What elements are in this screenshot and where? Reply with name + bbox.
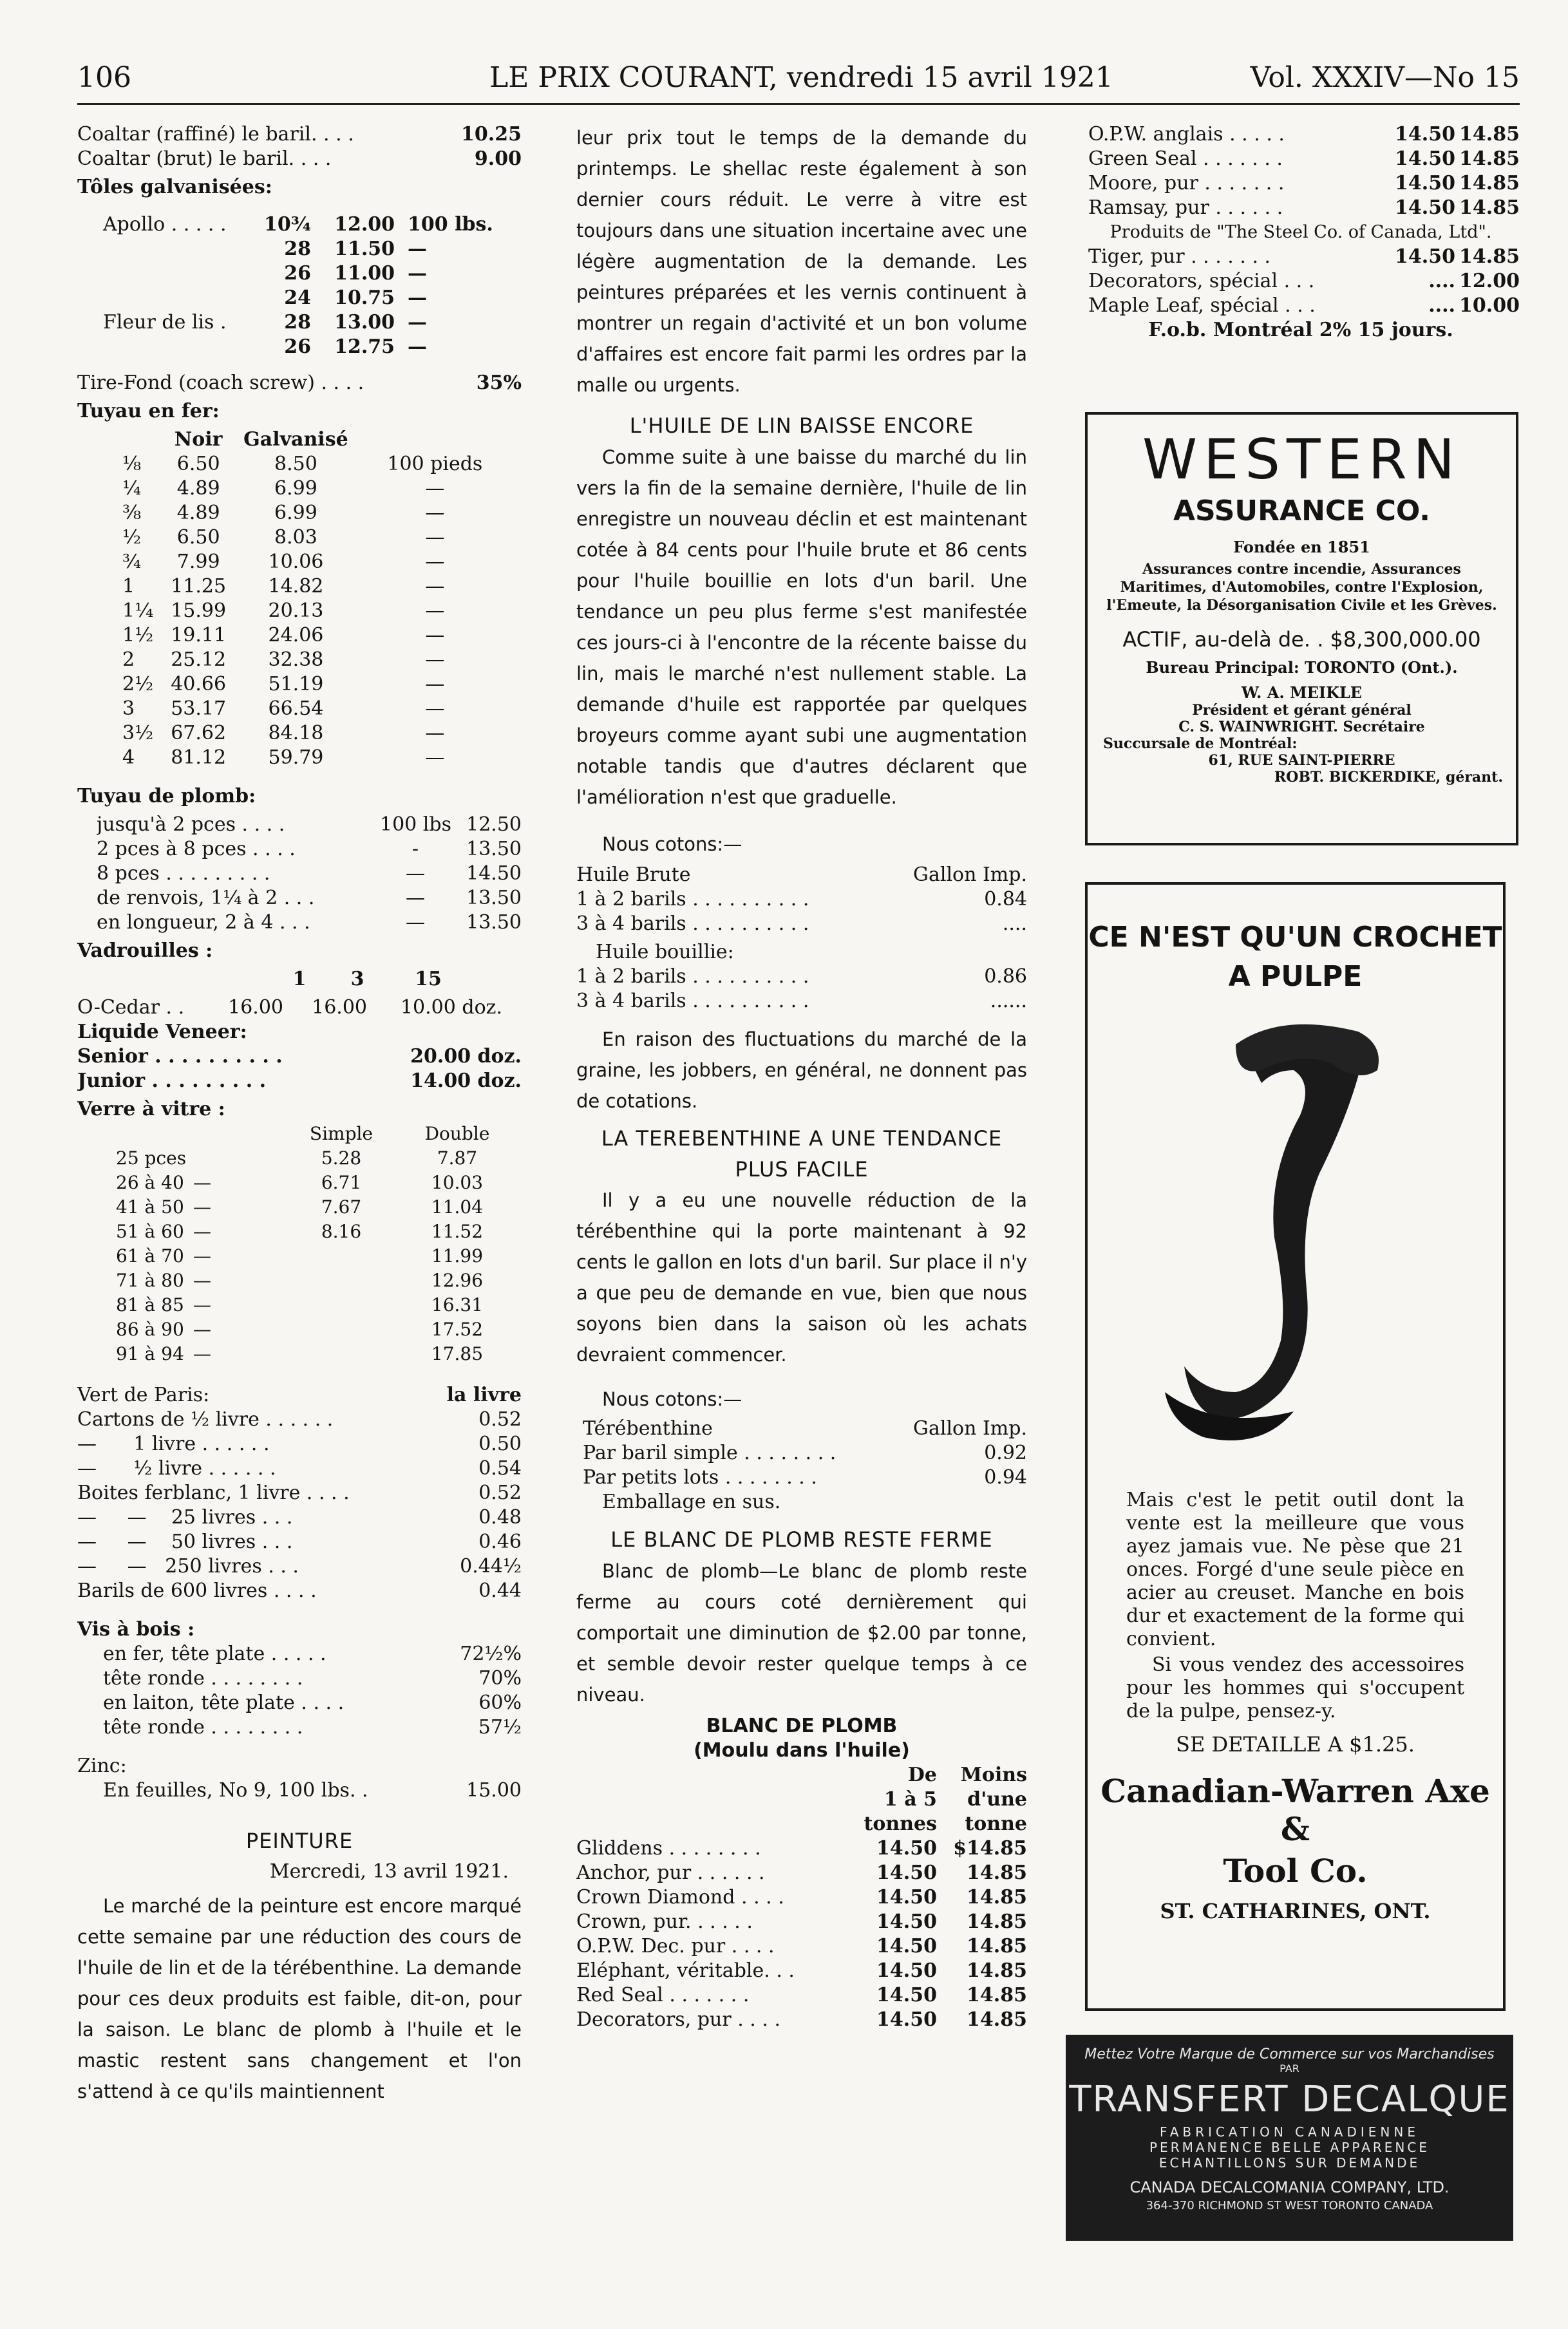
- table-row: Ramsay, pur . . . . . . 14.50 14.85: [1088, 196, 1520, 219]
- ad-company-line2: Tool Co.: [1223, 1852, 1368, 1890]
- list-item: Cartons de ½ livre . . . . . . 0.52: [77, 1408, 522, 1431]
- blanc-table: De Moins 1 à 5 d'une tonnes tonne Gliddens . . . . . . . . 14.50 $14.85 Anchor, pur . . . . . . 14.50 14.85 Crown Diamond . . . . 14.50 14.85 Crown, pur. . . . . . 14.50 14.85 O.P.W. Dec. pur . . . . 14.50 14.85 Eléphant, véritable. . . 14.50 14.85 Red Seal . . . . . . . 14.50 14.85 Decorators, pur . . . . 14.50 14.85: [576, 1764, 1027, 2031]
- section-heading: Vadrouilles :: [77, 939, 213, 962]
- huile-brute-header: Huile Brute Gallon Imp.: [576, 863, 1027, 886]
- peinture-title: PEINTURE: [245, 1829, 354, 1853]
- journal-title: LE PRIX COURANT, vendredi 15 avril 1921: [489, 61, 1113, 94]
- volume-number: Vol. XXXIV—No 15: [1250, 61, 1520, 94]
- table-row: Decorators, spécial . . . .... 12.00: [1088, 270, 1520, 292]
- pulp-hook-ad: [1085, 882, 1506, 2011]
- list-item: 8 pces . . . . . . . . . — 14.50: [97, 862, 522, 885]
- ad-company-line1: Canadian-Warren Axe &: [1100, 1772, 1490, 1848]
- col3-prices: [1082, 122, 1520, 220]
- ad-succursale: Succursale de Montréal:: [1103, 735, 1298, 752]
- section-heading: Tuyau de plomb:: [77, 785, 256, 807]
- table-row: ⅛ 6.50 8.50 100 pieds: [122, 453, 483, 475]
- vert-header: Vert de Paris: la livre: [77, 1384, 522, 1406]
- table-row: Maple Leaf, spécial . . . .... 10.00: [1088, 294, 1520, 317]
- table-row: 3½ 67.62 84.18 —: [122, 722, 445, 744]
- tereb-list: [576, 1441, 1027, 1490]
- table-row: 28 11.50 —: [284, 238, 428, 260]
- table-row: 25 pces 5.28 7.87: [116, 1147, 478, 1169]
- section-title: LA TEREBENTHINE A UNE TENDANCE PLUS FACILE: [601, 1126, 1003, 1182]
- tire-fond-row: Tire-Fond (coach screw) . . . . 35%: [77, 372, 522, 394]
- column-text-middle: [576, 122, 1027, 2032]
- tuyau-fer-table: Noir Galvanisé ⅛ 6.50 8.50 100 pieds ¼ 4.89 6.99 — ⅜ 4.89 6.99 — ½ 6.50 8.03 — ¾ 7.99 10.06 — 1 11.25 14.82 — 1¼ 15.99 20.13 — 1½ 19.11 24.06 — 2 25.12 32.38 — 2½ 40.66 51.19 — 3 53.17 66.54 — 3½ 67.62 84.18 — 4 81.12 59.79 —: [77, 428, 522, 770]
- vis-list: [77, 1642, 522, 1740]
- list-item: Coaltar (brut) le baril. . . . 9.00: [77, 147, 522, 170]
- ad-actif: ACTIF, au-delà de. . $8,300,000.00: [1122, 627, 1481, 652]
- list-item: Barils de 600 livres . . . . 0.44: [77, 1579, 522, 1602]
- zinc-row: En feuilles, No 9, 100 lbs. . 15.00: [103, 1779, 522, 1802]
- section-heading: Vis à bois :: [77, 1618, 195, 1641]
- blanc-table-title: BLANC DE PLOMB: [706, 1715, 898, 1737]
- list-item: — ½ livre . . . . . . 0.54: [77, 1457, 522, 1480]
- coaltar-list: [77, 122, 522, 171]
- list-item: Junior . . . . . . . . . 14.00 doz.: [77, 1070, 522, 1092]
- ad-address: 61, RUE SAINT-PIERRE: [1208, 752, 1395, 769]
- section-title: LE BLANC DE PLOMB RESTE FERME: [610, 1527, 993, 1552]
- steel-note: Produits de "The Steel Co. of Canada, Ltd".: [1110, 222, 1492, 242]
- table-row: 51 à 60 — 8.16 11.52: [116, 1221, 484, 1242]
- ad-title: TRANSFERT DECALQUE: [1069, 2079, 1510, 2120]
- table-row: Anchor, pur . . . . . . 14.50 14.85: [576, 1862, 1027, 1884]
- verre-table: Simple Double 25 pces 5.28 7.87 26 à 40 — 6.71 10.03 41 à 50 — 7.67 11.04 51 à 60 — 8.16 11.52 61 à 70 — 11.99 71 à 80 — 12.96 81 à 85 — 16.31 86 à 90 — 17.52 91 à 94 — 17.85: [77, 1122, 522, 1366]
- nous-cotons: Nous cotons:—: [602, 1388, 742, 1410]
- peinture-date: Mercredi, 13 avril 1921.: [269, 1860, 509, 1883]
- page-header: [77, 61, 1520, 106]
- ad-line2: PERMANENCE BELLE APPARENCE: [1149, 2140, 1430, 2155]
- list-item: 3 à 4 barils . . . . . . . . . . ......: [576, 990, 1027, 1012]
- vadrouilles-row: O-Cedar . . 16.00 16.00 10.00 doz.: [77, 996, 502, 1019]
- table-row: Crown Diamond . . . . 14.50 14.85: [576, 1886, 1027, 1909]
- table-row: 26 12.75 —: [284, 335, 428, 358]
- ad-secretary: C. S. WAINWRIGHT. Secrétaire: [1178, 719, 1425, 735]
- ad-location: ST. CATHARINES, ONT.: [1160, 1899, 1431, 1923]
- ad-body-2: Si vous vendez des accessoires pour les hommes qui s'occupent de la pulpe, pensez-y.: [1126, 1654, 1464, 1722]
- list-item: Coaltar (raffiné) le baril. . . . 10.25: [77, 123, 522, 146]
- list-item: 2 pces à 8 pces . . . . - 13.50: [97, 838, 522, 860]
- table-row: ¼ 4.89 6.99 —: [122, 477, 445, 500]
- list-item: Par petits lots . . . . . . . . 0.94: [583, 1466, 1027, 1489]
- ad-founded: Fondée en 1851: [1233, 538, 1370, 556]
- ad-line3: ECHANTILLONS SUR DEMANDE: [1158, 2155, 1421, 2171]
- ad-company: CANADA DECALCOMANIA COMPANY, LTD.: [1129, 2178, 1450, 2196]
- list-item: — — 25 livres . . . 0.48: [77, 1506, 522, 1529]
- table-row: 2 25.12 32.38 —: [122, 648, 445, 671]
- list-item: tête ronde . . . . . . . . 70%: [103, 1667, 522, 1690]
- table-row: Tiger, pur . . . . . . . 14.50 14.85: [1088, 245, 1520, 268]
- ad-par: PAR: [1280, 2062, 1299, 2075]
- blanc-table-subtitle: (Moulu dans l'huile): [694, 1739, 910, 1762]
- list-item: de renvois, 1¼ à 2 . . . — 13.50: [97, 887, 522, 909]
- section-heading: Zinc:: [77, 1755, 127, 1777]
- huile-brute-list: [576, 887, 1027, 936]
- table-row: Crown, pur. . . . . . 14.50 14.85: [576, 1910, 1027, 1933]
- section-heading: Tôles galvanisées:: [77, 176, 272, 198]
- huile-bouillie-list: [576, 965, 1027, 1014]
- liquide-list: [77, 1044, 522, 1093]
- tuyau-plomb-list: [77, 813, 522, 935]
- fob-note: F.o.b. Montréal 2% 15 jours.: [1148, 319, 1453, 341]
- table-row: ¾ 7.99 10.06 —: [122, 551, 445, 573]
- section-heading: Liquide Veneer:: [77, 1021, 247, 1043]
- nous-cotons: Nous cotons:—: [602, 833, 742, 855]
- pulp-hook-illustration: [1088, 1006, 1503, 1489]
- table-row: Eléphant, véritable. . . 14.50 14.85: [576, 1959, 1027, 1982]
- ad-body: Mais c'est le petit outil dont la vente est la meilleure que vous ayez jamais vue. Ne pèse que 21 onces. Forgé d'une seule pièce en acier au creuset. Manche en bois dur et exactement de la forme qui convient.: [1126, 1489, 1464, 1650]
- table-row: 4 81.12 59.79 —: [122, 746, 445, 769]
- table-row: 81 à 85 — 16.31: [116, 1294, 484, 1315]
- ad-company: ASSURANCE CO.: [1173, 495, 1431, 527]
- ad-title-line2: A PULPE: [1228, 960, 1363, 993]
- section-heading: Verre à vitre :: [77, 1098, 225, 1120]
- ad-price: SE DETAILLE A $1.25.: [1176, 1732, 1415, 1757]
- table-row: 26 à 40 — 6.71 10.03: [116, 1172, 484, 1193]
- list-item: Senior . . . . . . . . . . 20.00 doz.: [77, 1045, 522, 1068]
- list-item: tête ronde . . . . . . . . 57½: [103, 1716, 522, 1739]
- paragraph: Comme suite à une baisse du marché du lin vers la fin de la semaine dernière, l'huile de lin enregistre un nouveau déclin et est maintenant cotée à 84 cents pour l'huile brute et 86 cents pour l'huile bouillie en lots d'un baril. Une tendance un peu plus ferme s'est manifestée ces jours-ci à l'encontre de la récente baisse du lin, mais le marché n'est nullement stable. La demande d'huile est rapportée par quelques broyeurs comme ayant subi une augmentation notable tandis que d'autres déclarent que l'amélioration n'est que graduelle.: [576, 446, 1027, 808]
- list-item: en laiton, tête plate . . . . 60%: [103, 1692, 522, 1714]
- table-row: 3 53.17 66.54 —: [122, 697, 445, 720]
- table-row: O.P.W. Dec. pur . . . . 14.50 14.85: [576, 1935, 1027, 1957]
- list-item: 3 à 4 barils . . . . . . . . . . ....: [576, 912, 1027, 935]
- table-row: ½ 6.50 8.03 —: [122, 526, 445, 549]
- paragraph: Blanc de plomb—Le blanc de plomb reste ferme au cours coté dernièrement qui comportait une diminution de $2.00 par tonne, et semble devoir rester quelque temps à ce niveau.: [576, 1560, 1027, 1706]
- table-row: 1 11.25 14.82 —: [122, 575, 445, 598]
- ad-tagline: Mettez Votre Marque de Commerce sur vos Marchandises: [1084, 2046, 1495, 2062]
- table-row: Moore, pur . . . . . . . 14.50 14.85: [1088, 172, 1520, 194]
- list-item: — — 50 livres . . . 0.46: [77, 1531, 522, 1553]
- page-number: 106: [77, 61, 131, 94]
- list-item: 1 à 2 barils . . . . . . . . . . 0.84: [576, 888, 1027, 910]
- toles-table: [77, 212, 522, 359]
- huile-bouillie-header: Huile bouillie:: [596, 941, 734, 963]
- section-title: L'HUILE DE LIN BAISSE ENCORE: [629, 413, 974, 438]
- list-item: Par baril simple . . . . . . . . 0.92: [583, 1442, 1027, 1464]
- paragraph: Il y a eu une nouvelle réduction de la térébenthine qui la porte maintenant à 92 cents le gallon en lots d'un baril. Sur place il n'y a que peu de demande en vue, bien que nous soyons bien dans la saison où les achats devraient commencer.: [576, 1189, 1027, 1366]
- ad-description: Assurances contre incendie, Assurances Maritimes, d'Automobiles, contre l'Explosion, l'Emeute, la Désorganisation Civile et les Grèves.: [1106, 561, 1497, 614]
- table-row: 41 à 50 — 7.67 11.04: [116, 1196, 484, 1218]
- table-row: Decorators, pur . . . . 14.50 14.85: [576, 2008, 1027, 2031]
- list-item: 1 à 2 barils . . . . . . . . . . 0.86: [576, 965, 1027, 988]
- vadrouilles-headers: 1 3 15: [292, 968, 442, 990]
- header-rule: [77, 103, 1520, 105]
- table-row: 86 à 90 — 17.52: [116, 1319, 484, 1340]
- table-row: Gliddens . . . . . . . . 14.50 $14.85: [576, 1837, 1027, 1860]
- table-row: Green Seal . . . . . . . 14.50 14.85: [1088, 147, 1520, 170]
- ad-president-title: Président et gérant général: [1192, 702, 1412, 719]
- list-item: — 1 livre . . . . . . 0.50: [77, 1433, 522, 1455]
- ad-manager: ROBT. BICKERDIKE, gérant.: [1274, 769, 1503, 786]
- table-row: Apollo . . . . . 10¾ 12.00 100 lbs.: [103, 213, 493, 236]
- table-row: 61 à 70 — 11.99: [116, 1245, 484, 1267]
- table-row: Red Seal . . . . . . . 14.50 14.85: [576, 1984, 1027, 2006]
- tereb-header: Térébenthine Gallon Imp.: [583, 1417, 1027, 1440]
- table-row: 26 11.00 —: [284, 262, 428, 285]
- list-item: jusqu'à 2 pces . . . . 100 lbs 12.50: [97, 813, 522, 836]
- ad-line1: FABRICATION CANADIENNE: [1160, 2124, 1419, 2140]
- table-row: 2½ 40.66 51.19 —: [122, 673, 445, 695]
- table-row: Fleur de lis . 28 13.00 —: [103, 311, 428, 334]
- ad-bureau: Bureau Principal: TORONTO (Ont.).: [1146, 658, 1458, 677]
- table-row: 71 à 80 — 12.96: [116, 1270, 484, 1291]
- ad-president: W. A. MEIKLE: [1241, 683, 1363, 702]
- column-right: [1082, 122, 1520, 343]
- table-row: 1¼ 15.99 20.13 —: [122, 599, 445, 622]
- western-assurance-ad: [1085, 412, 1518, 845]
- paragraph: En raison des fluctuations du marché de la graine, les jobbers, en général, ne donnent pas de cotations.: [576, 1028, 1027, 1112]
- section-heading: Tuyau en fer:: [77, 400, 220, 422]
- decalcomania-ad: [1066, 2035, 1513, 2241]
- list-item: Boites ferblanc, 1 livre . . . . 0.52: [77, 1482, 522, 1504]
- table-row: O.P.W. anglais . . . . . 14.50 14.85: [1088, 123, 1520, 146]
- vert-list: [77, 1408, 522, 1603]
- ad-brand: WESTERN: [1142, 428, 1461, 492]
- ad-address: 364-370 RICHMOND ST WEST TORONTO CANADA: [1146, 2199, 1433, 2212]
- list-item: en fer, tête plate . . . . . 72½%: [103, 1643, 522, 1665]
- table-row: 1½ 19.11 24.06 —: [122, 624, 445, 646]
- peinture-paragraph: Le marché de la peinture est encore marqué cette semaine par une réduction des cours de l'huile de lin et de la térébenthine. La demande pour ces deux produits est faible, dit-on, pour la saison. Le blanc de plomb à l'huile et le mastic restent sans changement et l'on s'attend à ce qu'ils maintiennent: [77, 1895, 522, 2102]
- list-item: en longueur, 2 à 4 . . . — 13.50: [97, 911, 522, 934]
- paragraph: leur prix tout le temps de la demande du printemps. Le shellac reste également à son dernier cours réduit. Le verre à vitre est toujours dans une situation incertaine avec une légère augmentation de la demande. Les peintures préparées et les vernis continuent à montrer un regain d'activité et un bon volume d'affaires est encore fait parmi les ordres par la malle ou urgents.: [576, 127, 1027, 396]
- ad-title-line1: CE N'EST QU'UN CROCHET: [1088, 921, 1502, 954]
- table-row: 91 à 94 — 17.85: [116, 1343, 484, 1364]
- table-row: ⅜ 4.89 6.99 —: [122, 502, 445, 524]
- column-prices-left: [77, 122, 522, 2107]
- list-item: — — 250 livres . . . 0.44½: [77, 1555, 522, 1578]
- table-row: 24 10.75 —: [284, 287, 428, 309]
- emballage-note: Emballage en sus.: [602, 1491, 781, 1513]
- steel-prices: [1082, 245, 1520, 318]
